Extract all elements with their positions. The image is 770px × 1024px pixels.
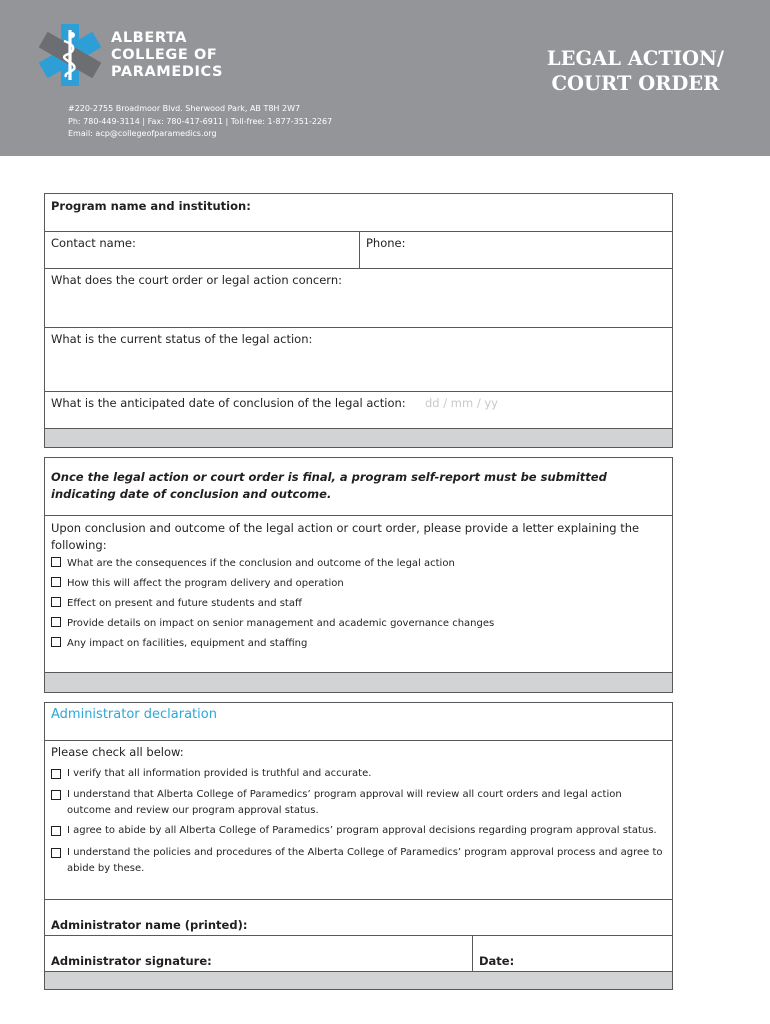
title-line-2: COURT ORDER	[551, 72, 720, 95]
star-of-life-icon	[36, 22, 104, 88]
date-input[interactable]: dd / mm / yy	[425, 396, 498, 410]
org-name-line-1: ALBERTA	[111, 30, 188, 46]
title-line-1: LEGAL ACTION/	[546, 47, 724, 70]
program-delivery-text: How this will affect the program delivery and operation	[67, 578, 344, 589]
consequences-checkbox[interactable]	[51, 557, 61, 567]
administrator-name-field[interactable]	[45, 900, 672, 936]
date-field[interactable]	[473, 936, 672, 971]
program-name-field[interactable]	[45, 194, 672, 232]
date-label: Date:	[479, 954, 515, 968]
facilities-item	[51, 636, 307, 652]
address-line-2: Ph: 780-449-3114 | Fax: 780-417-6911 | Toll-free: 1-877-351-2267	[68, 116, 333, 126]
governance-item	[51, 616, 494, 632]
facilities-checkbox[interactable]	[51, 637, 61, 647]
org-name-line-2: COLLEGE OF	[111, 47, 218, 63]
verify-truthful-text: I verify that all information provided is truthful and accurate.	[67, 768, 372, 779]
governance-checkbox[interactable]	[51, 617, 61, 627]
contact-name-label: Contact name:	[51, 236, 136, 250]
contact-name-field[interactable]	[45, 232, 359, 268]
students-staff-text: Effect on present and future students and staff	[67, 598, 302, 609]
students-staff-item	[51, 596, 302, 612]
declaration-title-row	[45, 703, 672, 741]
abide-decisions-text: I agree to abide by all Alberta College of Paramedics’ program approval decisions regarding program approval status.	[67, 825, 657, 836]
header-banner	[0, 0, 770, 156]
facilities-text: Any impact on facilities, equipment and staffing	[67, 638, 308, 649]
status-label: What is the current status of the legal action:	[51, 332, 313, 346]
consequences-item	[51, 556, 455, 572]
program-delivery-item	[51, 576, 344, 592]
section-footer-bar	[45, 972, 672, 989]
concern-label: What does the court order or legal action concern:	[51, 273, 342, 287]
contact-row	[45, 232, 672, 269]
letter-intro-text: Upon conclusion and outcome of the legal action or court order, please provide a letter explaining the following:	[51, 521, 640, 552]
signature-label: Administrator signature:	[51, 954, 212, 968]
status-field[interactable]	[45, 328, 672, 392]
section-footer-bar	[45, 672, 672, 692]
document-title	[547, 46, 724, 96]
final-report-note-row	[45, 458, 672, 516]
consequences-text: What are the consequences if the conclusion and outcome of the legal action	[67, 558, 455, 569]
understand-policies-text: I understand the policies and procedures of the Alberta College of Paramedics’ program approval process and agree to abide by these.	[67, 847, 663, 874]
final-report-note: Once the legal action or court order is final, a program self-report must be submitted indicating date of conclusion and outcome.	[51, 470, 607, 501]
administrator-declaration-section	[44, 702, 673, 990]
signature-field[interactable]	[45, 936, 472, 971]
address-line-1: #220-2755 Broadmoor Blvd. Sherwood Park, AB T8H 2W7	[68, 104, 301, 113]
conclusion-date-label: What is the anticipated date of conclusion of the legal action:	[51, 396, 406, 410]
contact-address	[68, 103, 332, 141]
conclusion-instructions-section	[44, 457, 673, 693]
organization-name	[111, 30, 223, 81]
governance-text: Provide details on impact on senior management and academic governance changes	[67, 618, 495, 629]
students-staff-checkbox[interactable]	[51, 597, 61, 607]
program-name-label: Program name and institution:	[51, 199, 251, 213]
program-info-section	[44, 193, 673, 448]
check-all-prompt: Please check all below:	[51, 745, 184, 759]
declaration-items-row	[45, 741, 672, 900]
review-orders-text: I understand that Alberta College of Paramedics’ program approval will review all court orders and legal action outcome and review our program approval status.	[67, 789, 622, 816]
signature-row	[45, 936, 672, 972]
phone-field[interactable]	[360, 232, 672, 268]
program-delivery-checkbox[interactable]	[51, 577, 61, 587]
phone-label: Phone:	[366, 236, 406, 250]
conclusion-date-row	[45, 392, 672, 429]
address-line-3: Email: acp@collegeofparamedics.org	[68, 129, 217, 138]
declaration-title: Administrator declaration	[51, 707, 217, 722]
org-name-line-3: PARAMEDICS	[111, 64, 224, 80]
section-footer-bar	[45, 429, 672, 447]
concern-field[interactable]	[45, 269, 672, 328]
administrator-name-label: Administrator name (printed):	[51, 918, 248, 932]
